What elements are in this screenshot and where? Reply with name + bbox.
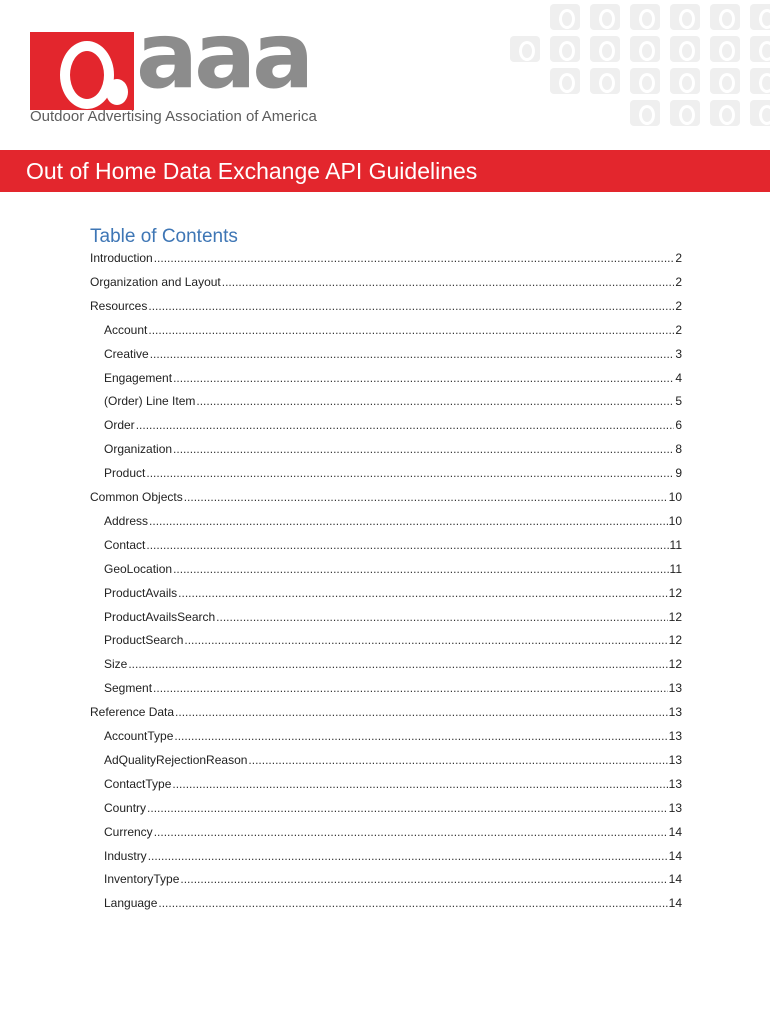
toc-entry-label: Organization — [104, 442, 173, 457]
organization-name: Outdoor Advertising Association of America — [30, 108, 317, 125]
toc-entry[interactable] — [104, 681, 682, 697]
toc-entry-page-number: 10 — [668, 490, 682, 504]
toc-entry-page-number: 2 — [675, 251, 682, 265]
toc-entry[interactable] — [104, 347, 682, 363]
toc-dot-leader — [148, 323, 674, 337]
toc-entry-label: AccountType — [104, 729, 174, 743]
toc-entry-label: Organization and Layout — [90, 274, 221, 289]
toc-entry-page-number: 13 — [668, 705, 682, 720]
toc-dot-leader — [180, 872, 667, 886]
toc-entry-page-number: 11 — [669, 537, 682, 552]
logo-o-mark — [30, 32, 134, 110]
toc-dot-leader — [172, 777, 667, 791]
logo-letters: aaa — [136, 2, 311, 109]
toc-entry-page-number: 14 — [668, 848, 682, 863]
oaaa-logo — [30, 2, 320, 110]
toc-entry-page-number: 2 — [675, 274, 682, 289]
toc-dot-leader — [148, 849, 668, 863]
toc-dot-leader — [248, 753, 667, 767]
toc-entry-label: Creative — [104, 346, 149, 361]
toc-entry[interactable] — [104, 825, 682, 841]
toc-entry[interactable] — [104, 872, 682, 888]
toc-entry[interactable] — [90, 251, 682, 267]
toc-entry[interactable] — [104, 538, 682, 554]
toc-entry-label: Language — [104, 896, 158, 911]
toc-dot-leader — [216, 610, 667, 624]
toc-dot-leader — [173, 442, 674, 456]
toc-dot-leader — [148, 299, 674, 313]
toc-entry-label: Segment — [104, 681, 153, 696]
toc-entry-page-number: 10 — [668, 513, 682, 528]
toc-dot-leader — [146, 466, 674, 480]
toc-entry-page-number: 13 — [668, 752, 682, 767]
toc-dot-leader — [173, 562, 668, 576]
toc-entry-label: GeoLocation — [104, 561, 173, 576]
toc-entry-label: Contact — [104, 537, 146, 552]
toc-dot-leader — [147, 801, 668, 815]
toc-dot-leader — [150, 347, 675, 361]
toc-entry[interactable] — [104, 418, 682, 434]
toc-dot-leader — [196, 394, 674, 408]
toc-heading: Table of Contents — [90, 226, 238, 247]
toc-entry-page-number: 5 — [675, 394, 682, 409]
toc-entry-page-number: 14 — [668, 896, 682, 911]
toc-entry[interactable] — [90, 299, 682, 315]
toc-entry-label: Resources — [90, 298, 148, 313]
toc-entry[interactable] — [104, 610, 682, 626]
title-banner — [0, 150, 770, 192]
toc-entry-label: AdQualityRejectionReason — [104, 752, 248, 767]
toc-entry[interactable] — [104, 753, 682, 769]
toc-entry[interactable] — [90, 275, 682, 291]
toc-entry-label: Country — [104, 800, 147, 815]
toc-entry-page-number: 13 — [668, 729, 682, 743]
toc-entry-page-number: 12 — [668, 585, 682, 600]
toc-entry-page-number: 13 — [668, 776, 682, 791]
toc-entry[interactable] — [104, 801, 682, 817]
toc-dot-leader — [222, 275, 675, 289]
toc-dot-leader — [184, 633, 667, 647]
toc-entry-label: Order — [104, 418, 135, 433]
toc-entry-page-number: 6 — [675, 418, 682, 433]
toc-entry[interactable] — [104, 562, 682, 578]
toc-entry-label: Size — [104, 657, 128, 672]
toc-entry[interactable] — [104, 394, 682, 410]
toc-entry-label: Introduction — [90, 251, 153, 265]
toc-entry-page-number: 4 — [675, 370, 682, 385]
toc-entry-page-number: 13 — [668, 800, 682, 815]
toc-entry[interactable] — [104, 633, 682, 649]
toc-entry[interactable] — [104, 586, 682, 602]
toc-entry[interactable] — [104, 849, 682, 865]
toc-entry[interactable] — [104, 896, 682, 912]
toc-entry-page-number: 11 — [669, 561, 682, 576]
toc-dot-leader — [146, 538, 668, 552]
toc-entry[interactable] — [104, 466, 682, 482]
toc-dot-leader — [154, 825, 668, 839]
toc-dot-leader — [178, 586, 667, 600]
toc-entry-label: ProductAvails — [104, 585, 178, 600]
toc-dot-leader — [149, 514, 668, 528]
toc-entry-label: ContactType — [104, 776, 172, 791]
toc-entry-page-number: 3 — [675, 346, 682, 361]
toc-entry-page-number: 12 — [668, 609, 682, 624]
toc-entry-label: Account — [104, 322, 148, 337]
toc-entry-page-number: 13 — [668, 681, 682, 696]
toc-dot-leader — [174, 729, 667, 743]
toc-entry[interactable] — [104, 442, 682, 458]
toc-entry-page-number: 14 — [668, 872, 682, 887]
toc-dot-leader — [136, 418, 675, 432]
toc-entry-page-number: 14 — [668, 824, 682, 839]
toc-dot-leader — [154, 251, 675, 265]
toc-dot-leader — [184, 490, 668, 504]
toc-entry[interactable] — [104, 514, 682, 530]
toc-entry-label: ProductSearch — [104, 633, 184, 648]
toc-entry-label: Reference Data — [90, 705, 175, 720]
toc-entry-label: InventoryType — [104, 872, 180, 887]
toc-entry-label: Product — [104, 466, 146, 481]
toc-entry[interactable] — [104, 729, 682, 745]
toc-entry[interactable] — [104, 323, 682, 339]
logo-pattern-background — [300, 0, 770, 150]
toc-entry-label: Currency — [104, 824, 153, 839]
toc-entry-label: Address — [104, 513, 149, 528]
toc-entry[interactable] — [104, 657, 682, 673]
toc-dot-leader — [173, 371, 674, 385]
toc-entry-page-number: 2 — [675, 298, 682, 313]
toc-entry[interactable] — [104, 777, 682, 793]
toc-entry-page-number: 9 — [675, 466, 682, 481]
toc-entry-label: ProductAvailsSearch — [104, 609, 216, 624]
document-title: Out of Home Data Exchange API Guidelines — [26, 158, 478, 184]
toc-entry[interactable] — [90, 490, 682, 506]
toc-entry-label: Engagement — [104, 370, 173, 385]
toc-dot-leader — [158, 896, 667, 910]
toc-dot-leader — [128, 657, 667, 671]
toc-entry-page-number: 8 — [675, 442, 682, 457]
toc-entry-label: Industry — [104, 848, 147, 863]
toc-dot-leader — [153, 681, 668, 695]
toc-entry-label: (Order) Line Item — [104, 394, 196, 409]
toc-entry[interactable] — [90, 705, 682, 721]
toc-entry-page-number: 12 — [668, 633, 682, 648]
toc-entry-label: Common Objects — [90, 490, 183, 504]
toc-entry-page-number: 2 — [675, 322, 682, 337]
toc-entry-page-number: 12 — [668, 657, 682, 672]
toc-entry[interactable] — [104, 371, 682, 387]
toc-dot-leader — [175, 705, 668, 719]
